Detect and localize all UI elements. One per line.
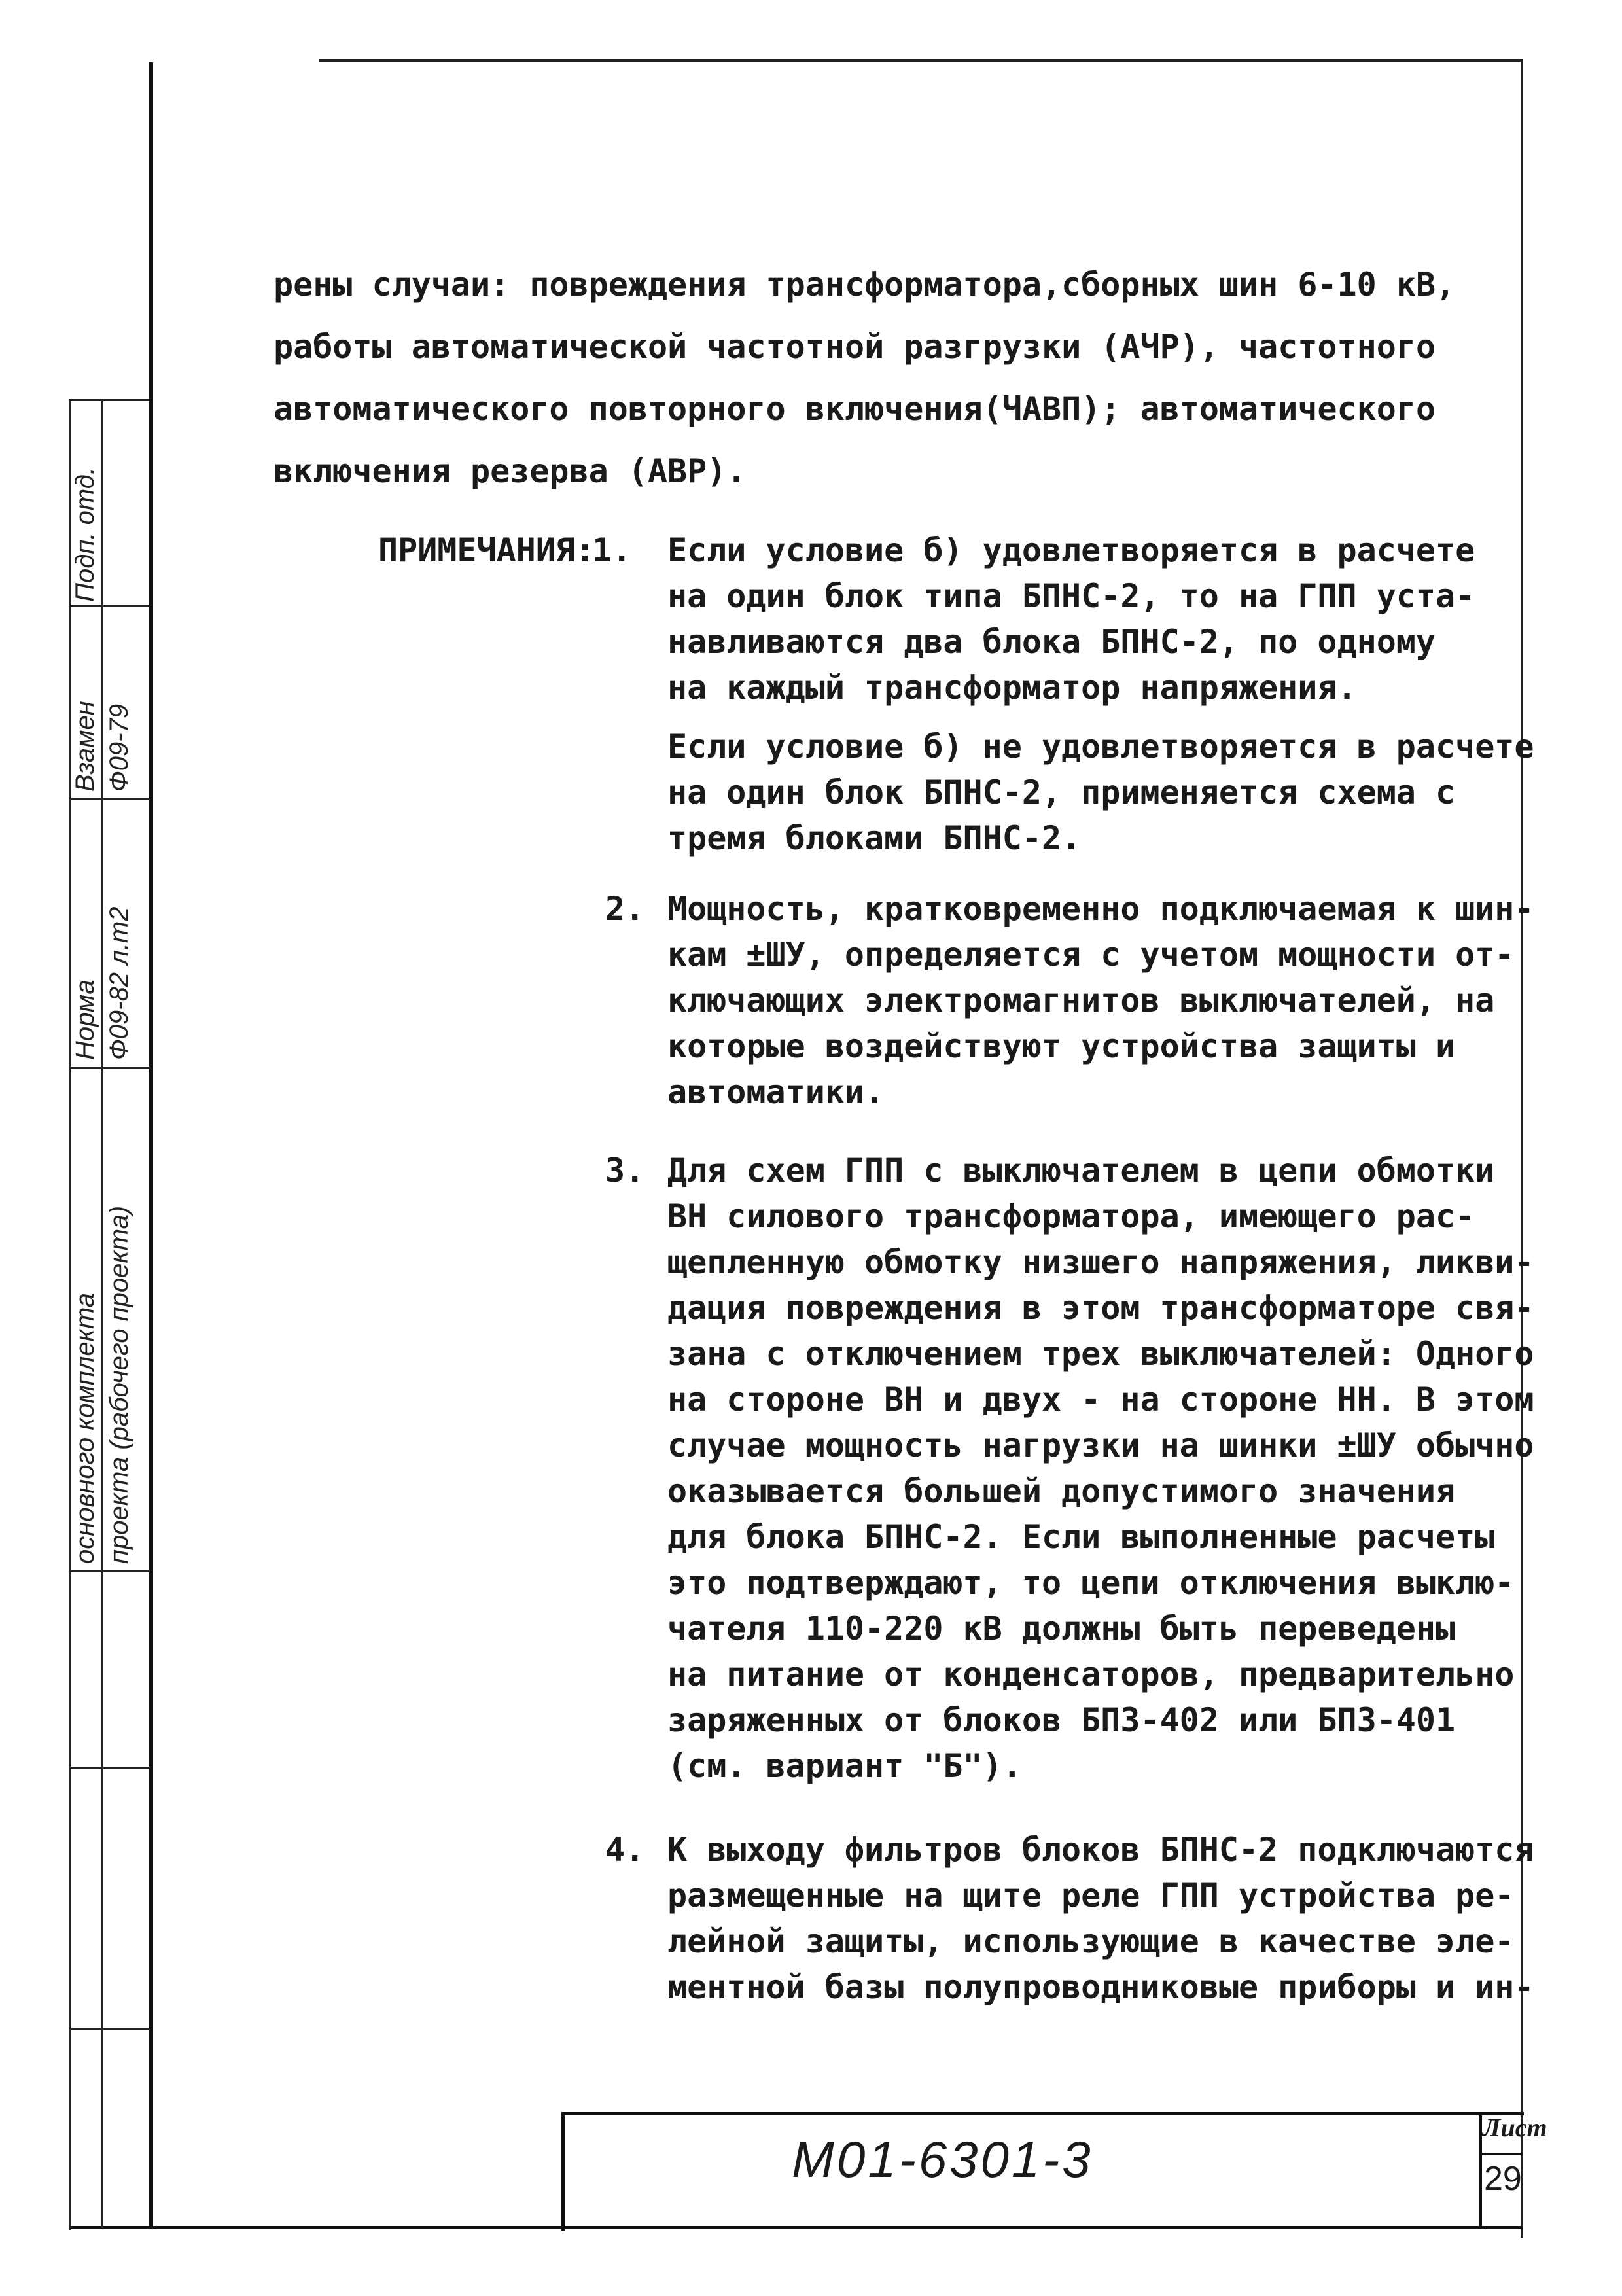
sheet-label: Лист: [1483, 2113, 1547, 2142]
note-line: Если условие б) не удовлетворяется в расчете: [667, 728, 1534, 766]
note-line: зана с отключением трех выключателей: Одного: [667, 1335, 1534, 1373]
note-line: Мощность, кратковременно подключаемая к шин-: [667, 890, 1534, 928]
side-stamp-row-line: [69, 1067, 150, 1069]
intro-line: работы автоматической частотной разгрузки (АЧР), частотного: [273, 328, 1436, 366]
note-line: Для схем ГПП с выключателем в цепи обмотки: [667, 1152, 1495, 1190]
notes-heading: ПРИМЕЧАНИЯ:: [378, 531, 595, 569]
note-number: 2.: [605, 890, 645, 928]
note-line: на один блок БПНС-2, применяется схема с: [667, 773, 1456, 811]
note-line: кам ±ШУ, определяется с учетом мощности от-: [667, 936, 1515, 974]
frame-left-border: [149, 62, 153, 2228]
note-line: навливаются два блока БПНС-2, по одному: [667, 623, 1436, 661]
side-stamp-row-line: [69, 2028, 150, 2030]
intro-line: включения резерва (АВР).: [273, 452, 747, 490]
side-stamp-row-line: [69, 1570, 150, 1572]
note-line: ключающих электромагнитов выключателей, на: [667, 981, 1495, 1019]
note-line: лейной защиты, использующие в качестве эле-: [667, 1922, 1515, 1960]
side-stamp-project: проекта (рабочего проекта): [105, 1205, 133, 1564]
note-number: 3.: [605, 1152, 645, 1190]
sheet-number: 29: [1484, 2160, 1522, 2198]
side-stamp-norma-value: Ф09-82 л.т2: [105, 906, 133, 1060]
note-line: ментной базы полупроводниковые приборы и ин-: [667, 1968, 1534, 2006]
note-line: на стороне ВН и двух - на стороне НН. В этом: [667, 1381, 1534, 1419]
note-line: случае мощность нагрузки на шинки ±ШУ обычно: [667, 1426, 1534, 1464]
note-line: ВН силового трансформатора, имеющего рас-: [667, 1197, 1475, 1235]
note-line: это подтверждают, то цепи отключения выклю-: [667, 1564, 1515, 1602]
note-line: тремя блоками БПНС-2.: [667, 819, 1082, 857]
note-line: автоматики.: [667, 1073, 885, 1111]
note-line: К выходу фильтров блоков БПНС-2 подключаются: [667, 1831, 1534, 1869]
frame-top-border: [319, 59, 1522, 62]
side-stamp-norma: Норма: [71, 980, 99, 1060]
note-line: щепленную обмотку низшего напряжения, ликви-: [667, 1243, 1534, 1281]
note-line: заряженных от блоков БПЗ-402 или БПЗ-401: [667, 1701, 1456, 1739]
note-line: для блока БПНС-2. Если выполненные расчеты: [667, 1518, 1495, 1556]
note-line: Если условие б) удовлетворяется в расчете: [667, 531, 1475, 569]
note-line: чателя 110-220 кВ должны быть переведены: [667, 1610, 1456, 1648]
side-stamp-vzamen-value: Ф09-79: [105, 703, 133, 792]
note-line: на один блок типа БПНС-2, то на ГПП уста-: [667, 577, 1475, 615]
side-stamp-podp: Подп. отд.: [71, 467, 99, 602]
note-line: которые воздействуют устройства защиты и: [667, 1027, 1456, 1065]
note-line: (см. вариант "Б").: [667, 1747, 1022, 1785]
side-stamp-row-line: [69, 605, 150, 607]
note-line: на питание от конденсаторов, предварительно: [667, 1655, 1515, 1693]
side-stamp-basis: основного комплекта: [71, 1292, 99, 1564]
frame-right-border: [1521, 59, 1523, 2238]
side-stamp-row-line: [69, 798, 150, 800]
note-line: размещенные на щите реле ГПП устройства ре-: [667, 1877, 1515, 1915]
intro-line: рены случаи: повреждения трансформатора,сборных шин 6-10 кВ,: [273, 266, 1456, 304]
document-code: М01-6301-3: [792, 2130, 1093, 2188]
sheet-cell-divider: [1479, 2153, 1522, 2155]
side-stamp-vzamen: Взамен: [71, 701, 99, 792]
note-line: на каждый трансформатор напряжения.: [667, 669, 1357, 707]
intro-line: автоматического повторного включения(ЧАВП); автоматического: [273, 390, 1436, 428]
note-line: дация повреждения в этом трансформаторе свя-: [667, 1289, 1534, 1327]
note-number: 1.: [592, 531, 632, 569]
side-stamp-divider: [101, 399, 103, 2228]
note-line: оказывается большей допустимого значения: [667, 1472, 1456, 1510]
note-number: 4.: [605, 1831, 645, 1869]
side-stamp-row-line: [69, 1767, 150, 1769]
